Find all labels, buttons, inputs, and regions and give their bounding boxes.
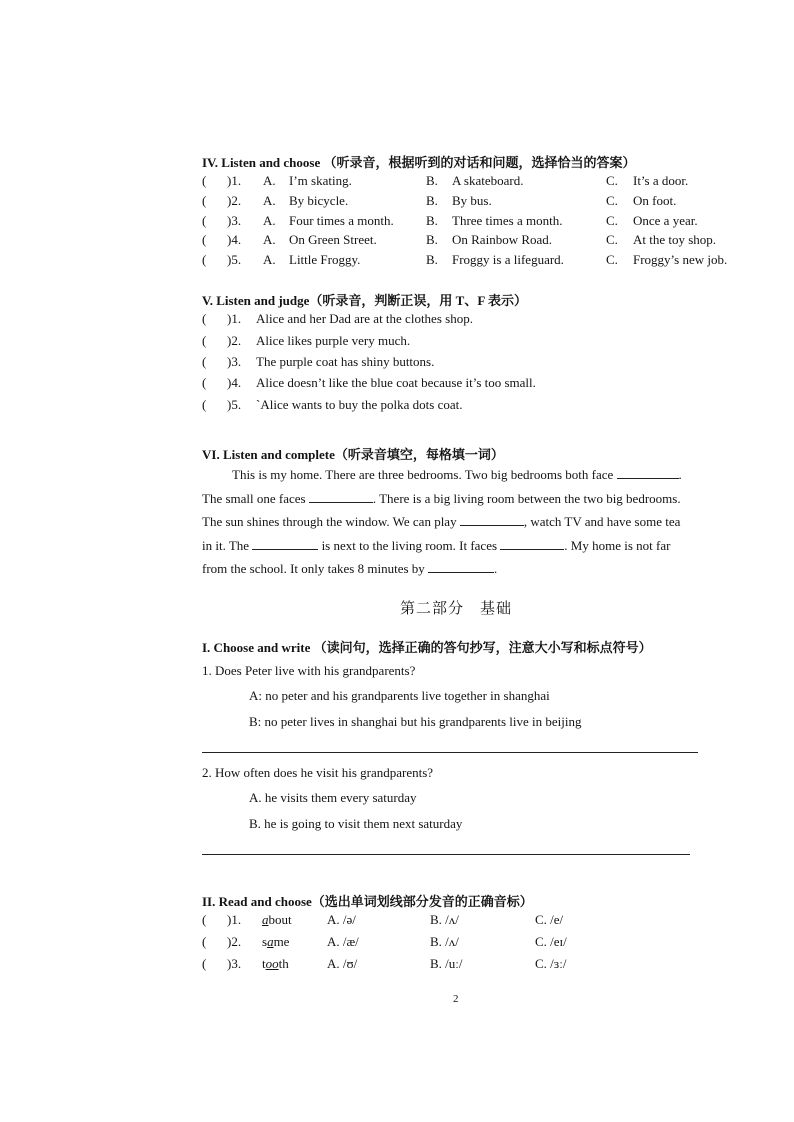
option-b-text: By bus. xyxy=(452,193,492,208)
item-number: )4. xyxy=(227,232,242,247)
target-word xyxy=(262,956,289,972)
answer-paren[interactable]: ( xyxy=(202,912,207,927)
passage-text: The small one faces xyxy=(202,490,306,506)
item-number: )2. xyxy=(227,934,242,949)
passage-text: from the school. It only takes 8 minutes by xyxy=(202,561,425,576)
section-6-passage xyxy=(202,463,722,581)
option-a-text: I’m skating. xyxy=(289,173,352,188)
option-c-text: On foot. xyxy=(633,193,677,208)
statement-text: The purple coat has shiny buttons. xyxy=(256,354,435,369)
option-c-label: C. xyxy=(606,213,618,228)
option-b-label: B. xyxy=(426,193,438,208)
answer-paren[interactable]: ( xyxy=(202,956,207,971)
item-number: )2. xyxy=(227,333,242,348)
statement-text: Alice and her Dad are at the clothes shop. xyxy=(256,311,473,326)
option-b-label: B. xyxy=(426,213,438,228)
option-a: A. /ʊ/ xyxy=(327,956,358,971)
answer-paren[interactable]: ( xyxy=(202,232,207,247)
word-suffix: th xyxy=(278,956,289,971)
option-b-label: B. xyxy=(426,252,438,267)
option-c: C. /ɜː/ xyxy=(535,956,567,971)
underlined-letters: a xyxy=(262,912,269,927)
item-number: )5. xyxy=(227,397,242,412)
option-a-text: By bicycle. xyxy=(289,193,349,208)
item-number: )4. xyxy=(227,375,242,390)
answer-line-2[interactable] xyxy=(202,854,690,855)
part-2-title: 第二部分 基础 xyxy=(400,601,513,617)
option-a-label: A. xyxy=(263,173,276,188)
passage-text: . xyxy=(678,467,682,482)
answer-paren[interactable]: ( xyxy=(202,397,207,412)
option-a-label: A. xyxy=(263,232,276,247)
part2-section-2-title: II. Read and choose（选出单词划线部分发音的正确音标） xyxy=(202,894,533,909)
answer-line-1[interactable] xyxy=(202,752,698,753)
option-c: C. /e/ xyxy=(535,912,564,927)
item-number: )2. xyxy=(227,193,242,208)
underlined-letters: a xyxy=(267,934,274,949)
word-prefix: t xyxy=(262,956,266,971)
answer-paren[interactable]: ( xyxy=(202,375,207,390)
question-1: 1. Does Peter live with his grandparents? xyxy=(202,663,416,678)
underlined-letters: oo xyxy=(265,956,279,971)
option-a-label: A. xyxy=(263,213,276,228)
option-a: A. /ə/ xyxy=(327,912,356,927)
part2-section-1-title: I. Choose and write （读问句，选择正确的答句抄写，注意大小写和标点符号） xyxy=(202,640,652,655)
option-c-label: C. xyxy=(606,232,618,247)
option-a-label: A. xyxy=(263,193,276,208)
passage-text: The sun shines through the window. We can play xyxy=(202,514,457,529)
answer-paren[interactable]: ( xyxy=(202,252,207,267)
item-number: )1. xyxy=(227,912,242,927)
passage-text: This is my home. There are three bedrooms. Two big bedrooms both face xyxy=(232,467,614,482)
passage-text: is next to the living room. It faces xyxy=(321,537,498,553)
option-b: B. /uː/ xyxy=(430,956,463,971)
option-c-text: Once a year. xyxy=(633,213,698,228)
answer-paren[interactable]: ( xyxy=(202,173,207,188)
option-c-label: C. xyxy=(606,193,618,208)
option-c-text: It’s a door. xyxy=(633,173,689,188)
question-2-option-a: A. he visits them every saturday xyxy=(249,790,417,805)
section-4-title: IV. Listen and choose （听录音，根据听到的对话和问题，选择恰当的答案） xyxy=(202,155,636,170)
option-b: B. /ʌ/ xyxy=(430,934,459,949)
statement-text: `Alice wants to buy the polka dots coat. xyxy=(256,397,463,412)
item-number: )3. xyxy=(227,354,242,369)
item-number: )3. xyxy=(227,213,242,228)
option-b-label: B. xyxy=(426,232,438,247)
statement-text: Alice doesn’t like the blue coat because it’s too small. xyxy=(256,375,536,390)
word-prefix: s xyxy=(262,934,268,949)
answer-paren[interactable]: ( xyxy=(202,333,207,348)
passage-text: . My home is not far xyxy=(564,537,671,553)
question-1-option-b: B: no peter lives in shanghai but his grandparents live in beijing xyxy=(249,714,582,729)
answer-paren[interactable]: ( xyxy=(202,354,207,369)
option-b-label: B. xyxy=(426,173,438,188)
item-number: )5. xyxy=(227,252,242,267)
answer-paren[interactable]: ( xyxy=(202,934,207,949)
option-a-label: A. xyxy=(263,252,276,267)
option-a-text: Four times a month. xyxy=(289,213,394,228)
option-b-text: A skateboard. xyxy=(452,173,524,188)
item-number: )3. xyxy=(227,956,242,971)
question-2: 2. How often does he visit his grandparents? xyxy=(202,765,434,780)
section-6-title: VI. Listen and complete（听录音填空，每格填一词） xyxy=(202,447,504,462)
passage-text: in it. The xyxy=(202,537,250,553)
page-number: 2 xyxy=(453,993,459,1005)
option-a-text: Little Froggy. xyxy=(289,252,361,267)
option-c-label: C. xyxy=(606,252,618,267)
option-b: B. /ʌ/ xyxy=(430,912,459,927)
option-a: A. /æ/ xyxy=(327,934,359,949)
option-c-text: At the toy shop. xyxy=(633,232,717,247)
answer-paren[interactable]: ( xyxy=(202,311,207,326)
blank-3[interactable] xyxy=(460,512,524,526)
passage-text: . xyxy=(494,561,498,576)
question-1-option-a: A: no peter and his grandparents live together in shanghai xyxy=(249,688,550,703)
target-word xyxy=(262,912,292,928)
option-c-text: Froggy’s new job. xyxy=(633,252,728,267)
blank-2[interactable] xyxy=(309,489,373,503)
blank-1[interactable] xyxy=(617,465,679,479)
blank-6[interactable] xyxy=(428,559,494,573)
word-suffix: bout xyxy=(268,912,292,927)
option-b-text: On Rainbow Road. xyxy=(452,232,553,247)
blank-5[interactable] xyxy=(500,536,564,550)
option-a-text: On Green Street. xyxy=(289,232,377,247)
option-c: C. /eɪ/ xyxy=(535,934,567,949)
statement-text: Alice likes purple very much. xyxy=(256,333,411,348)
item-number: )1. xyxy=(227,173,242,188)
option-b-text: Three times a month. xyxy=(452,213,563,228)
passage-text: , watch TV and have some tea xyxy=(523,514,681,529)
target-word xyxy=(262,934,289,950)
answer-paren[interactable]: ( xyxy=(202,213,207,228)
option-c-label: C. xyxy=(606,173,618,188)
option-b-text: Froggy is a lifeguard. xyxy=(452,252,564,267)
answer-paren[interactable]: ( xyxy=(202,193,207,208)
blank-4[interactable] xyxy=(252,536,318,550)
word-suffix: me xyxy=(273,934,290,949)
question-2-option-b: B. he is going to visit them next saturday xyxy=(249,816,463,831)
passage-text: . There is a big living room between the two big bedrooms. xyxy=(372,490,681,506)
section-5-title: V. Listen and judge（听录音，判断正误，用 T、F 表示） xyxy=(202,293,528,308)
item-number: )1. xyxy=(227,311,242,326)
